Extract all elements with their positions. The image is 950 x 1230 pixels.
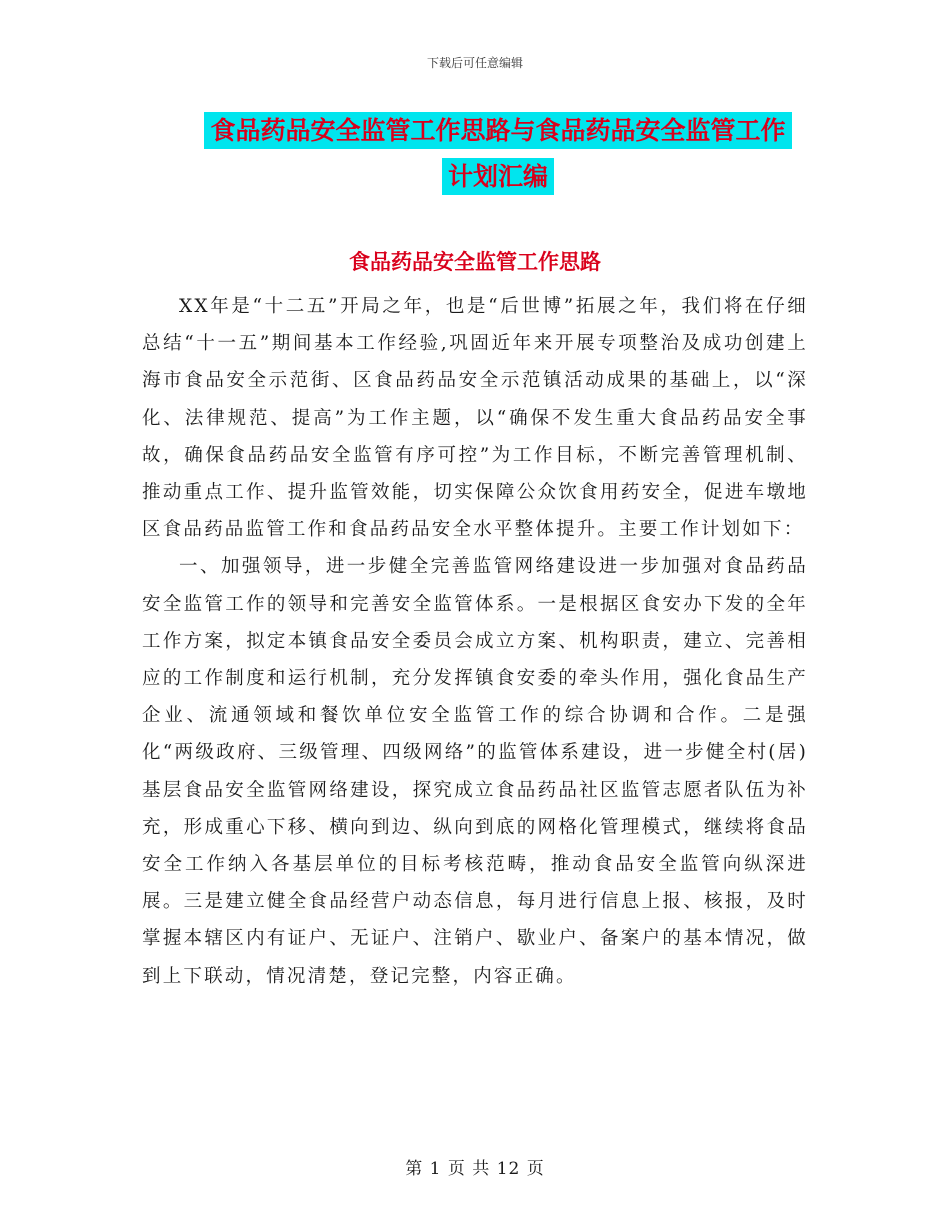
page-number: 第 1 页 共 12 页 (405, 1159, 545, 1179)
document-title-line-1: 食品药品安全监管工作思路与食品药品安全监管工作 (204, 112, 791, 149)
body-paragraph: XX年是“十二五”开局之年，也是“后世博”拓展之年，我们将在仔细总结“十一五”期间基本工作经验,巩固近年来开展专项整治及成功创建上海市食品安全示范街、区食品药品安全示范镇活动成果的基础上，以“深化、法律规范、提高”为工作主题，以“确保不发生重大食品药品安全事故，确保食品药品安全监管有序可控”为工作目标，不断完善管理机制、推动重点工作、提升监管效能，切实保障公众饮食用药安全，促进车墩地区食品药品监管工作和食品药品安全水平整体提升。主要工作计划如下： (142, 296, 808, 541)
page-header-note: 下载后可任意编辑 (426, 56, 523, 70)
body-paragraph: 一、加强领导，进一步健全完善监管网络建设进一步加强对食品药品安全监管工作的领导和完善安全监管体系。一是根据区食安办下发的全年工作方案，拟定本镇食品安全委员会成立方案、机构职责，建立、完善相应的工作制度和运行机制，充分发挥镇食安委的牵头作用，强化食品生产企业、流通领域和餐饮单位安全监管工作的综合协调和合作。二是强化“两级政府、三级管理、四级网络”的监管体系建设，进一步健全村(居)基层食品安全监管网络建设，探究成立食品药品社区监管志愿者队伍为补充，形成重心下移、横向到边、纵向到底的网格化管理模式，继续将食品安全工作纳入各基层单位的目标考核范畴，推动食品安全监管向纵深进展。三是建立健全食品经营户动态信息，每月进行信息上报、核报，及时掌握本辖区内有证户、无证户、注销户、歇业户、备案户的基本情况，做到上下联动，情况清楚，登记完整，内容正确。 (142, 556, 808, 987)
document-title (188, 108, 808, 200)
section-heading: 食品药品安全监管工作思路 (349, 250, 601, 274)
body-text (142, 288, 808, 995)
document-title-line-2: 计划汇编 (442, 158, 554, 195)
